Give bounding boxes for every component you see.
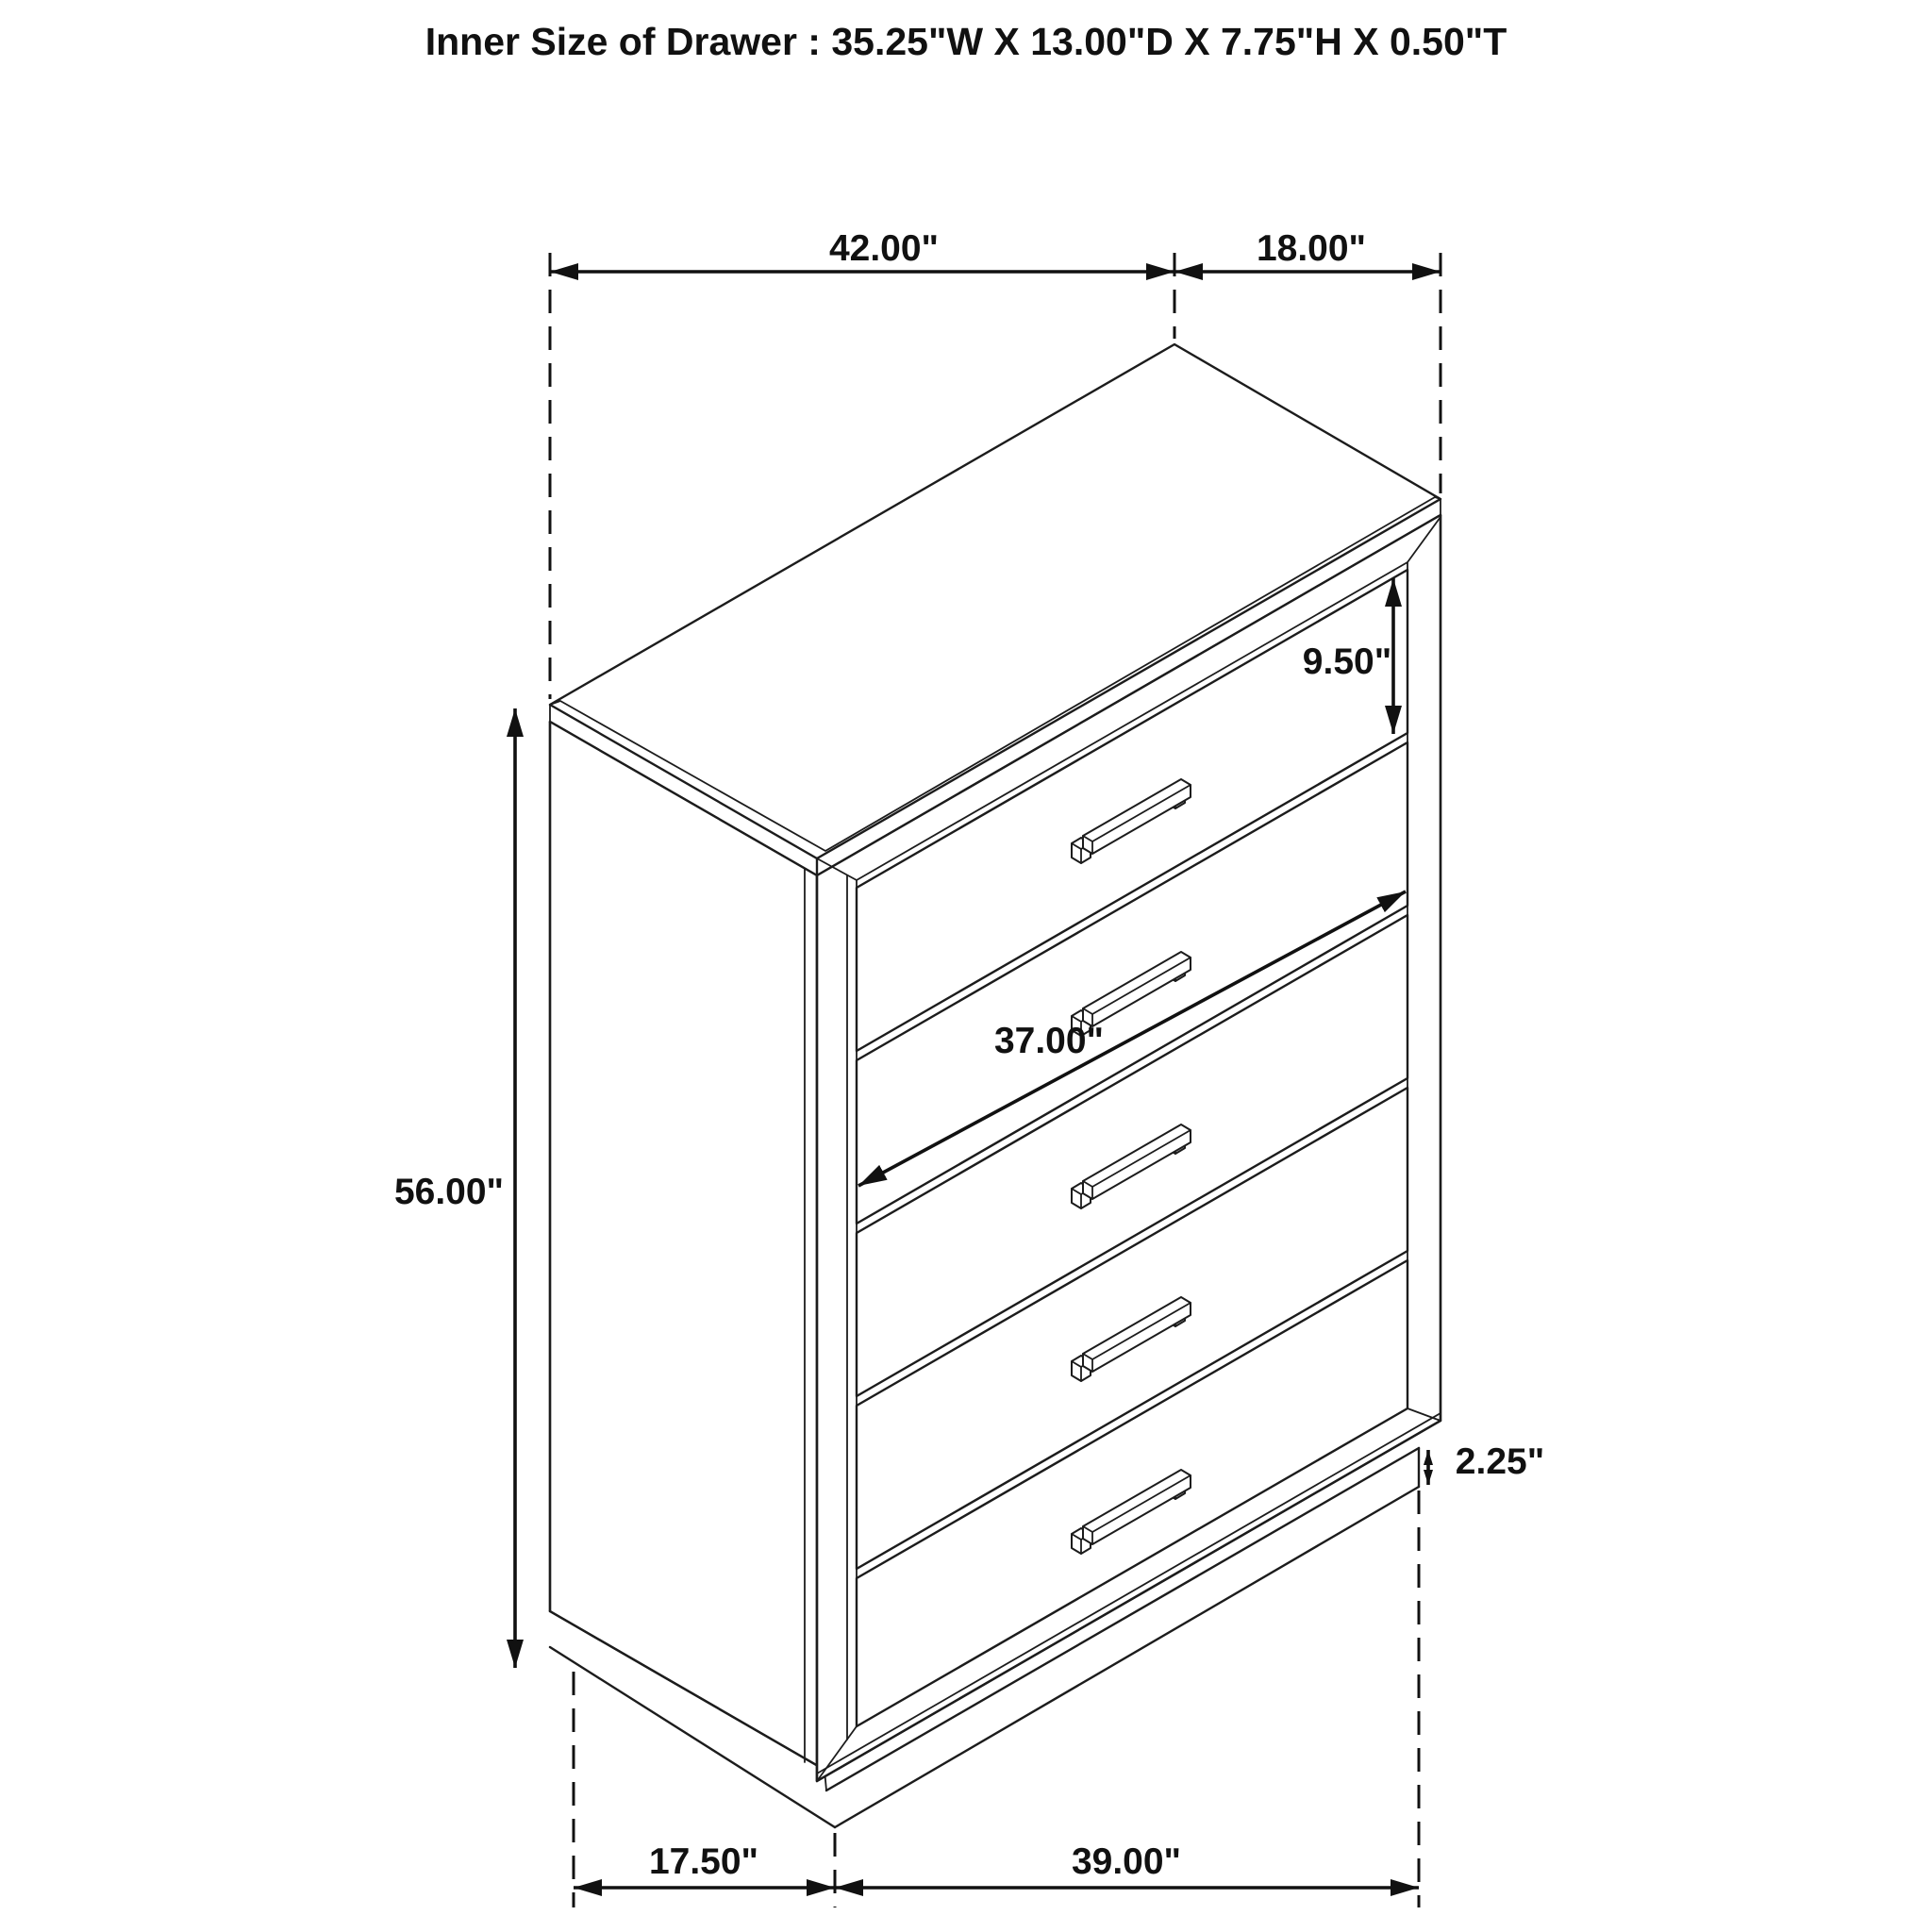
dim-label-top-width: 42.00" (828, 228, 940, 269)
side-panel-face (550, 722, 824, 1781)
side-panel (550, 722, 835, 1827)
chest-drawing (550, 344, 1441, 1827)
dim-label-base-height: 2.25" (1455, 1441, 1545, 1482)
dim-base-height (1428, 1441, 1544, 1485)
dim-label-base-width: 39.00" (1071, 1841, 1182, 1882)
dim-label-top-depth: 18.00" (1256, 228, 1367, 269)
dim-overall-height (394, 708, 515, 1668)
dim-label-overall-height: 56.00" (393, 1172, 505, 1212)
dim-label-drawer-width: 37.00" (993, 1021, 1105, 1061)
dim-label-drawer-height: 9.50" (1302, 641, 1392, 682)
dim-label-base-depth: 17.50" (648, 1841, 759, 1882)
diagram-title: Inner Size of Drawer : 35.25"W X 13.00"D X 7.75"H X 0.50"T (425, 20, 1507, 63)
